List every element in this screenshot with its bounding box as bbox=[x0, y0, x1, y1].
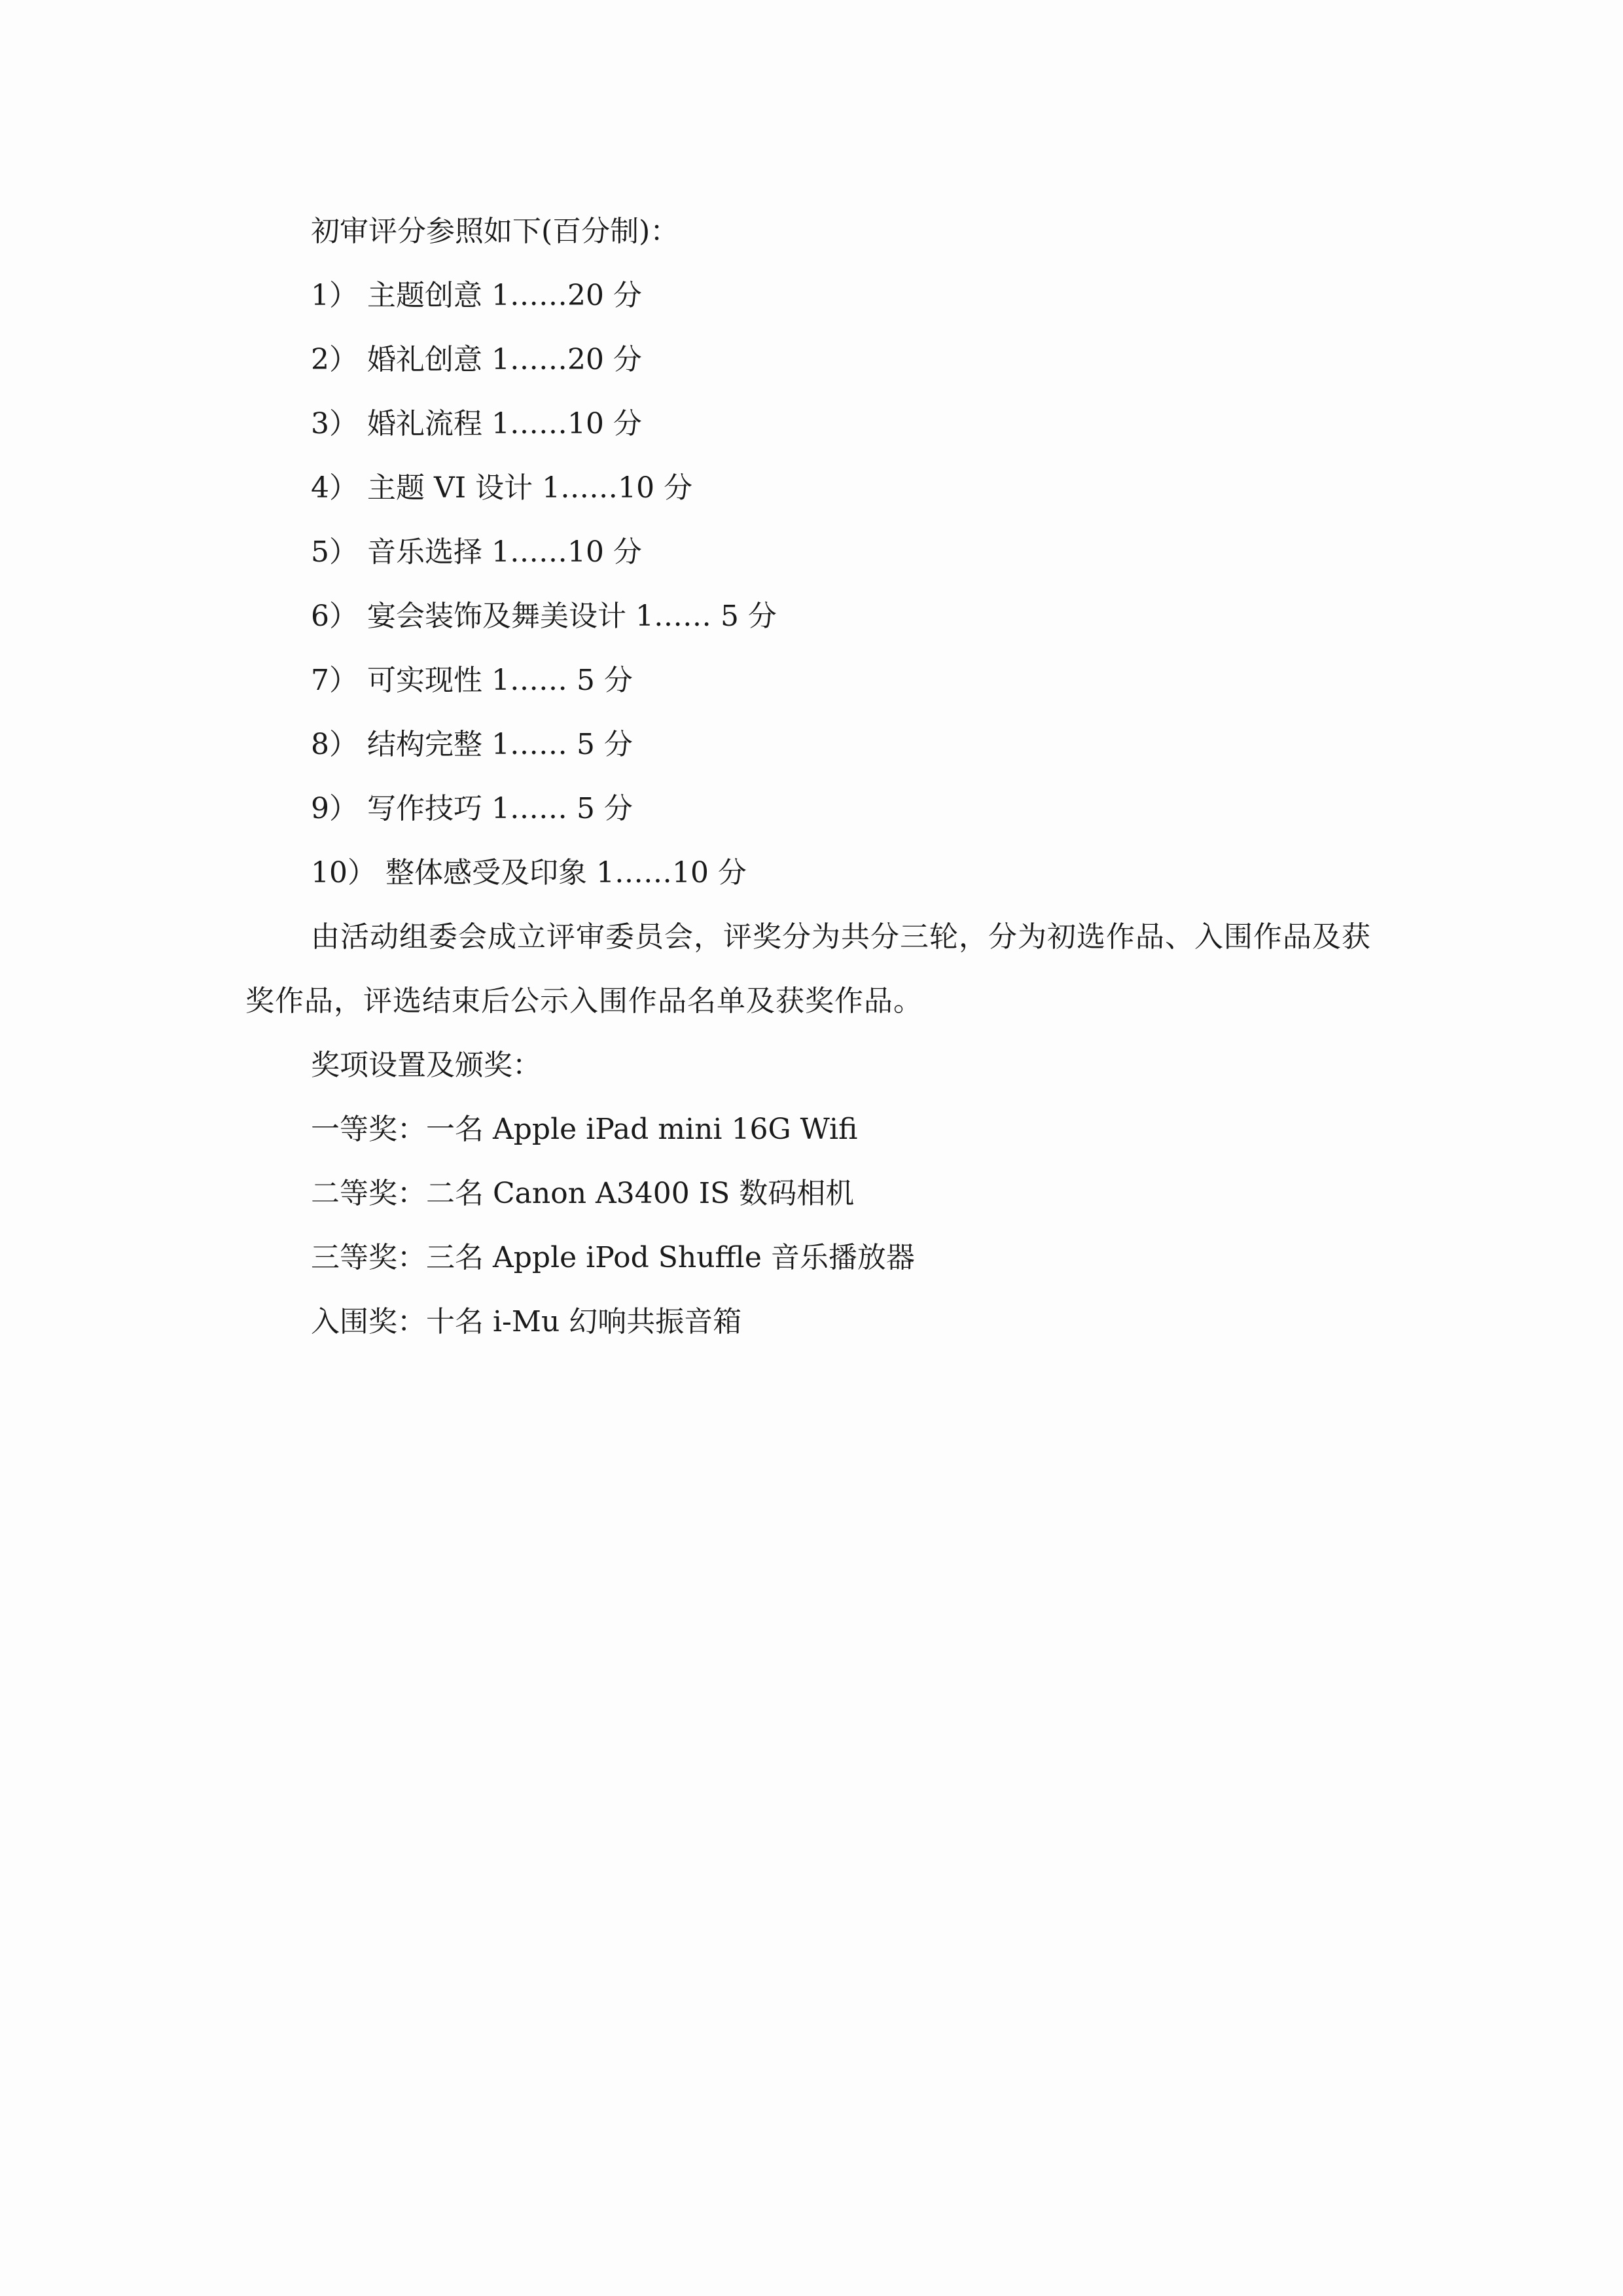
scoring-item: 10） 整体感受及印象 1……10 分 bbox=[311, 856, 747, 889]
scoring-item: 5） 音乐选择 1……10 分 bbox=[311, 535, 642, 569]
scoring-item: 3） 婚礼流程 1……10 分 bbox=[311, 407, 642, 440]
award-item: 一等奖：一名 Apple iPad mini 16G Wifi bbox=[311, 1113, 858, 1146]
scoring-item: 6） 宴会装饰及舞美设计 1…… 5 分 bbox=[311, 600, 777, 633]
scoring-item: 4） 主题 VI 设计 1……10 分 bbox=[311, 471, 693, 505]
awards-heading: 奖项设置及颁奖： bbox=[311, 1049, 541, 1082]
scoring-item: 1） 主题创意 1……20 分 bbox=[311, 279, 642, 312]
award-item: 入围奖：十名 i-Mu 幻响共振音箱 bbox=[311, 1305, 742, 1338]
scoring-item: 7） 可实现性 1…… 5 分 bbox=[311, 664, 633, 697]
document-body bbox=[245, 200, 1384, 1354]
scoring-item: 8） 结构完整 1…… 5 分 bbox=[311, 728, 633, 761]
award-item: 三等奖：三名 Apple iPod Shuffle 音乐播放器 bbox=[311, 1241, 915, 1274]
scoring-item: 2） 婚礼创意 1……20 分 bbox=[311, 343, 642, 376]
scoring-item: 9） 写作技巧 1…… 5 分 bbox=[311, 792, 633, 825]
award-item: 二等奖：二名 Canon A3400 IS 数码相机 bbox=[311, 1177, 855, 1210]
judging-paragraph: 由活动组委会成立评审委员会，评奖分为共分三轮，分为初选作品、入围作品及获奖作品，评选结束后公示入围作品名单及获奖作品。 bbox=[245, 920, 1371, 1018]
scoring-heading: 初审评分参照如下(百分制)： bbox=[311, 215, 679, 248]
